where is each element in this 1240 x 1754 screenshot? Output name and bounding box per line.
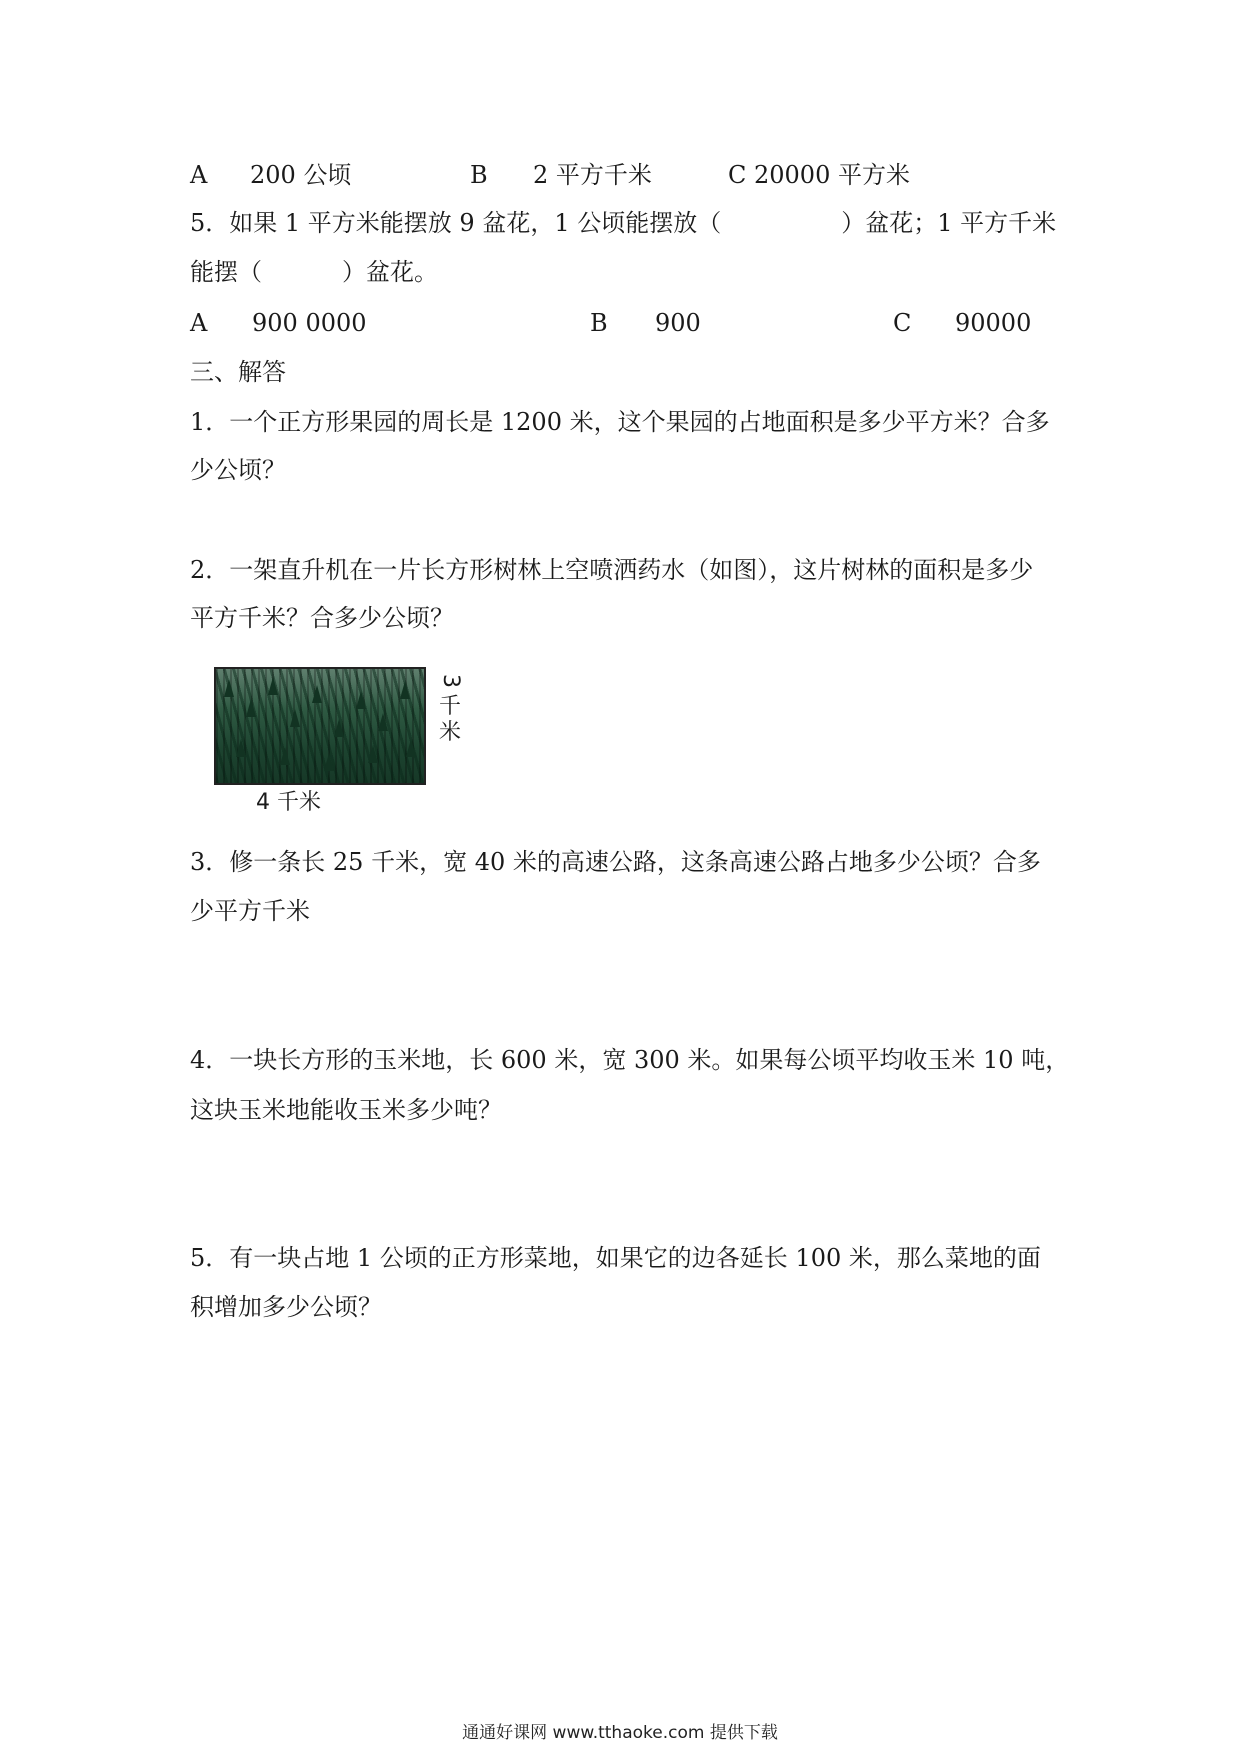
q4-option-b-letter: B xyxy=(470,161,488,189)
tree-shape xyxy=(280,747,290,765)
problem-1-line2: 少公顷？ xyxy=(190,456,286,484)
problem-1-line1: 1．一个正方形果园的周长是 1200 米，这个果园的占地面积是多少平方米？合多 xyxy=(190,408,1050,436)
tree-shape xyxy=(334,719,344,737)
problem-3-line1: 3．修一条长 25 千米，宽 40 米的高速公路，这条高速公路占地多少公顷？合多 xyxy=(190,848,1041,876)
forest-height-unit-2: 米 xyxy=(438,720,461,745)
q5-option-b-letter: B xyxy=(590,309,608,337)
forest-height-unit-1: 千 xyxy=(438,694,461,719)
section-title: 三、解答 xyxy=(190,358,286,386)
q5-line2-post: ）盆花。 xyxy=(342,258,438,286)
tree-shape xyxy=(368,745,378,763)
tree-shape xyxy=(236,739,246,757)
q5-option-c-text: 90000 xyxy=(955,309,1032,337)
problem-2-line1: 2．一架直升机在一片长方形树林上空喷洒药水（如图），这片树林的面积是多少 xyxy=(190,556,1034,584)
tree-shape xyxy=(312,685,322,703)
problem-5-line2: 积增加多少公顷？ xyxy=(190,1293,382,1321)
problem-3-line2: 少平方千米 xyxy=(190,897,310,925)
q5-line2 xyxy=(190,257,438,287)
tree-shape xyxy=(268,677,278,695)
tree-shape xyxy=(290,709,300,727)
q5-option-b-text: 900 xyxy=(655,309,701,337)
q4-option-a-letter: A xyxy=(190,161,208,189)
page-footer: 通通好课网 www.tthaoke.com 提供下载 xyxy=(462,1723,778,1743)
tree-shape xyxy=(246,699,256,717)
forest-height-digit: 3 xyxy=(438,674,463,688)
q5-line2-pre: 能摆（ xyxy=(190,258,262,286)
q5-line1 xyxy=(190,208,1056,238)
tree-shape xyxy=(356,691,366,709)
forest-height-label xyxy=(437,668,463,746)
q5-line1-pre: 5．如果 1 平方米能摆放 9 盆花，1 公顷能摆放（ xyxy=(190,209,722,237)
problem-4-line2: 这块玉米地能收玉米多少吨？ xyxy=(190,1096,502,1124)
problem-5-line1: 5．有一块占地 1 公顷的正方形菜地，如果它的边各延长 100 米，那么菜地的面 xyxy=(190,1244,1041,1272)
q4-option-b-text: 2 平方千米 xyxy=(533,161,652,189)
forest-width-label: 4 千米 xyxy=(256,790,321,815)
q5-option-a-letter: A xyxy=(190,309,208,337)
tree-shape xyxy=(406,739,416,757)
problem-4-line1: 4．一块长方形的玉米地，长 600 米，宽 300 米。如果每公顷平均收玉米 10 吨， xyxy=(190,1046,1070,1074)
tree-shape xyxy=(378,713,388,731)
q5-line1-post: ）盆花；1 平方千米 xyxy=(841,209,1057,237)
problem-2-line2: 平方千米？合多少公顷？ xyxy=(190,604,454,632)
q5-option-c-letter: C xyxy=(893,309,912,337)
q5-option-a-text: 900 0000 xyxy=(252,309,367,337)
forest-image xyxy=(214,667,426,785)
q4-option-a-text: 200 公顷 xyxy=(250,161,352,189)
tree-shape xyxy=(224,679,234,697)
tree-shape xyxy=(400,681,410,699)
tree-shape xyxy=(324,753,334,771)
q4-option-c-text: C 20000 平方米 xyxy=(728,161,910,189)
